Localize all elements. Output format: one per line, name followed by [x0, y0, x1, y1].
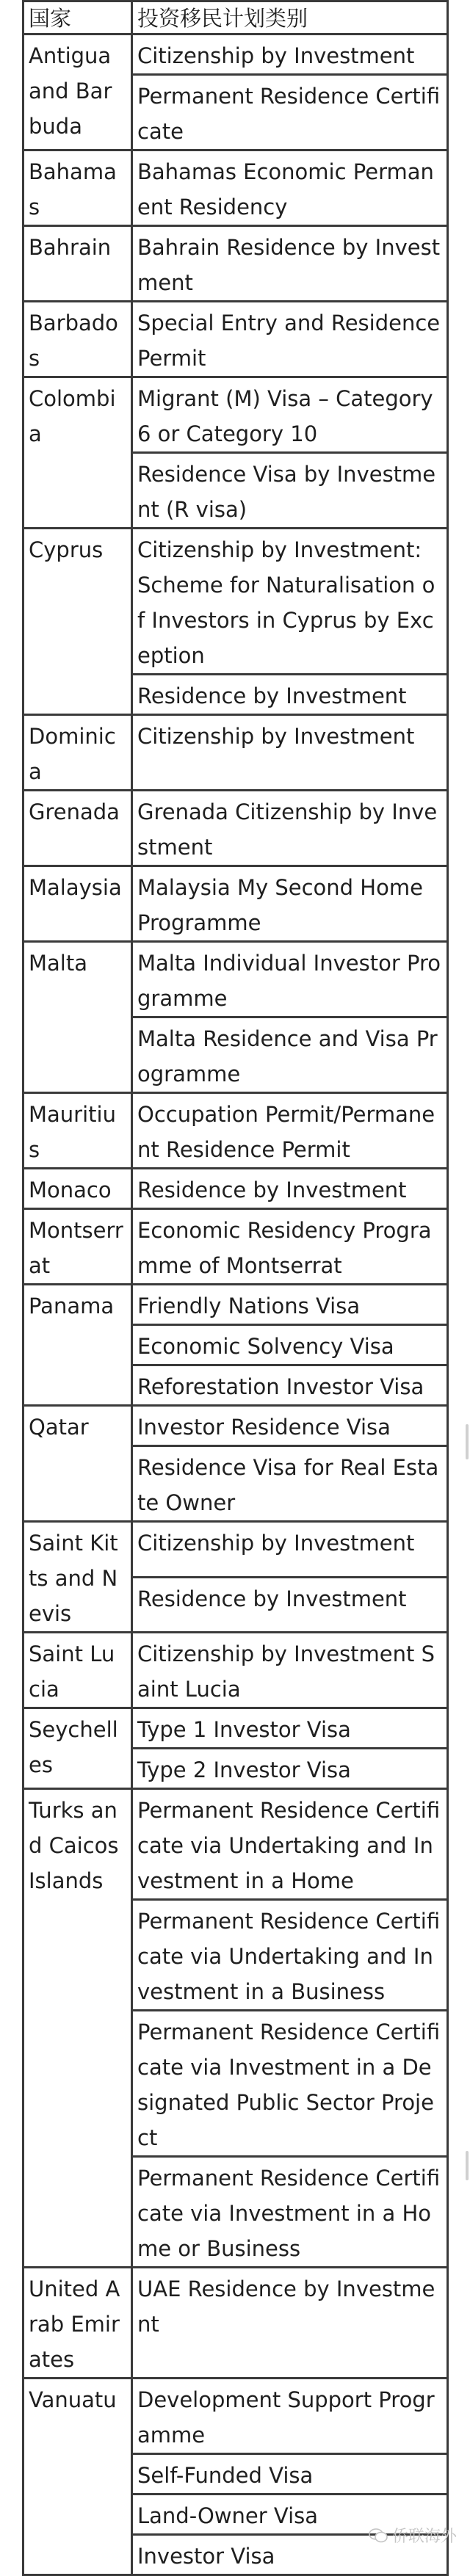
program-cell: Residence by Investment: [132, 675, 448, 715]
table-header-row: [24, 1, 448, 35]
country-cell: Seychelles: [24, 1708, 132, 1789]
program-cell: Malta Individual Investor Programme: [132, 942, 448, 1017]
wechat-icon: [369, 2528, 388, 2544]
country-cell: Cyprus: [24, 529, 132, 715]
program-cell: Self-Funded Visa: [132, 2454, 448, 2495]
table-row: [24, 377, 448, 453]
table-row: [24, 2379, 448, 2454]
program-cell: Type 2 Investor Visa: [132, 1749, 448, 1789]
watermark: [369, 2524, 457, 2547]
country-cell: Saint Lucia: [24, 1633, 132, 1708]
table-row: [24, 302, 448, 377]
country-cell: Panama: [24, 1285, 132, 1406]
country-cell: Montserrat: [24, 1209, 132, 1285]
table-row: [24, 1633, 448, 1708]
program-cell: Residence Visa for Real Estate Owner: [132, 1446, 448, 1522]
program-cell: Economic Solvency Visa: [132, 1325, 448, 1365]
program-cell: Permanent Residence Certificate via Investment in a Designated Public Sector Project: [132, 2011, 448, 2157]
program-cell: Investor Residence Visa: [132, 1406, 448, 1446]
country-cell: Vanuatu: [24, 2379, 132, 2575]
program-cell: Residence by Investment: [132, 1577, 448, 1633]
table-row: [24, 715, 448, 791]
table-row: [24, 1789, 448, 1900]
program-cell: Economic Residency Programme of Montserrat: [132, 1209, 448, 1285]
program-cell: Residence by Investment: [132, 1169, 448, 1209]
program-cell: Residence Visa by Investment (R visa): [132, 453, 448, 529]
program-cell: Permanent Residence Certificate via Investment in a Home or Business: [132, 2157, 448, 2268]
program-cell: Malaysia My Second Home Programme: [132, 866, 448, 942]
table-row: [24, 1708, 448, 1749]
table-row: [24, 150, 448, 226]
table-row: [24, 1093, 448, 1169]
country-cell: Malta: [24, 942, 132, 1093]
header-country: 国家: [24, 1, 132, 35]
program-cell: Permanent Residence Certificate via Undertaking and Investment in a Home: [132, 1789, 448, 1900]
scroll-indicator: [466, 2151, 469, 2180]
country-cell: Malaysia: [24, 866, 132, 942]
program-cell: Citizenship by Investment Saint Lucia: [132, 1633, 448, 1708]
table-row: [24, 1209, 448, 1285]
scroll-indicator: [466, 1424, 469, 1459]
table-row: [24, 226, 448, 302]
table-row: [24, 35, 448, 75]
country-cell: United Arab Emirates: [24, 2268, 132, 2379]
investment-migration-table-sheet: [22, 0, 446, 2576]
program-cell: Permanent Residence Certificate via Undertaking and Investment in a Business: [132, 1900, 448, 2011]
watermark-text: 侨联海外: [391, 2528, 457, 2546]
program-cell: Citizenship by Investment: Scheme for Naturalisation of Investors in Cyprus by Exception: [132, 529, 448, 675]
program-cell: Development Support Programme: [132, 2379, 448, 2454]
program-cell: Land-Owner Visa: [132, 2495, 448, 2535]
program-cell: Citizenship by Investment: [132, 715, 448, 791]
country-cell: Antigua and Barbuda: [24, 35, 132, 150]
country-cell: Barbados: [24, 302, 132, 377]
program-cell: Citizenship by Investment: [132, 35, 448, 75]
country-cell: Grenada: [24, 791, 132, 866]
table-row: [24, 942, 448, 1017]
country-cell: Saint Kitts and Nevis: [24, 1522, 132, 1633]
program-cell: Type 1 Investor Visa: [132, 1708, 448, 1749]
table-row: [24, 866, 448, 942]
country-cell: Colombia: [24, 377, 132, 529]
program-cell: Citizenship by Investment: [132, 1522, 448, 1578]
table-row: [24, 1169, 448, 1209]
table-body: [24, 35, 448, 2575]
table-row: [24, 1522, 448, 1578]
country-cell: Monaco: [24, 1169, 132, 1209]
program-cell: UAE Residence by Investment: [132, 2268, 448, 2379]
country-cell: Dominica: [24, 715, 132, 791]
investment-migration-table: [22, 0, 449, 2576]
country-cell: Bahamas: [24, 150, 132, 226]
country-cell: Qatar: [24, 1406, 132, 1522]
table-row: [24, 529, 448, 675]
table-row: [24, 2268, 448, 2379]
program-cell: Occupation Permit/Permanent Residence Permit: [132, 1093, 448, 1169]
program-cell: Bahrain Residence by Investment: [132, 226, 448, 302]
country-cell: Mauritius: [24, 1093, 132, 1169]
program-cell: Migrant (M) Visa – Category 6 or Category 10: [132, 377, 448, 453]
program-cell: Bahamas Economic Permanent Residency: [132, 150, 448, 226]
program-cell: Grenada Citizenship by Investment: [132, 791, 448, 866]
program-cell: Special Entry and Residence Permit: [132, 302, 448, 377]
table-row: [24, 791, 448, 866]
country-cell: Turks and Caicos Islands: [24, 1789, 132, 2268]
program-cell: Friendly Nations Visa: [132, 1285, 448, 1325]
program-cell: Malta Residence and Visa Programme: [132, 1017, 448, 1093]
program-cell: Reforestation Investor Visa: [132, 1365, 448, 1406]
program-cell: Permanent Residence Certificate: [132, 75, 448, 150]
program-cell: Investor Visa: [132, 2535, 448, 2575]
header-program: 投资移民计划类别: [132, 1, 448, 35]
table-row: [24, 1285, 448, 1325]
country-cell: Bahrain: [24, 226, 132, 302]
table-row: [24, 1406, 448, 1446]
